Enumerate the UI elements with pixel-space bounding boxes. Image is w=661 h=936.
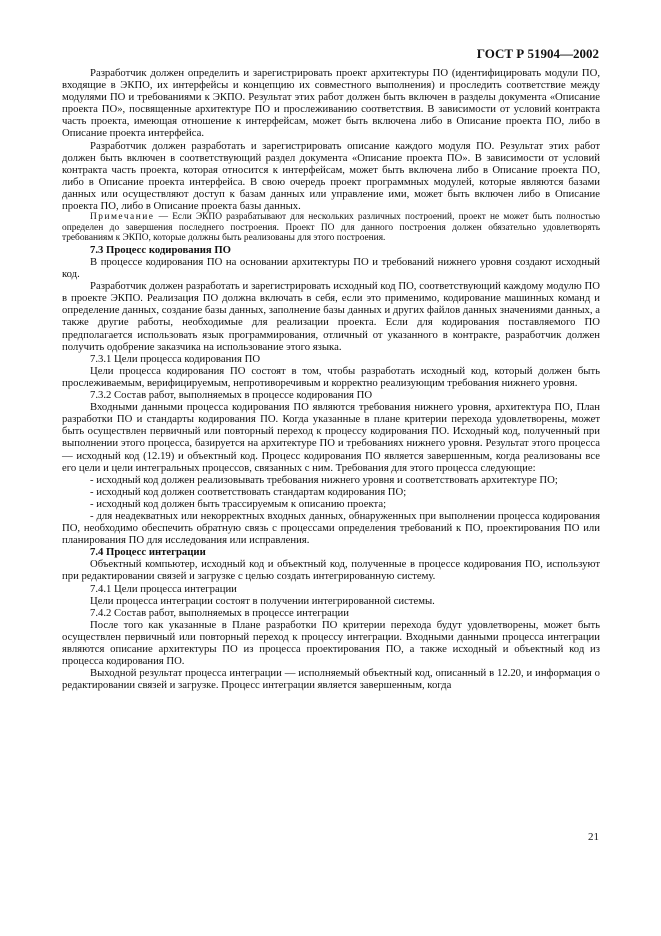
subsection-heading: 7.3.2 Состав работ, выполняемых в процессе кодирования ПО (90, 389, 373, 402)
list-item: - исходный код должен соответствовать стандартам кодирования ПО; (90, 485, 407, 498)
paragraph: Цели процесса кодирования ПО состоят в том, чтобы разработать исходный код, который должен быть прослеживаемым, верифицируемым, непротиворечивым и корректно реализующим требования нижнего уровня. (62, 364, 600, 389)
page-number: 21 (588, 831, 599, 843)
paragraph: Разработчик должен определить и зарегистрировать проект архитектуры ПО (идентифицировать модули ПО, входящие в ЭКПО, их интерфейсы и концепцию их совместного выполнения) и проследить соответствие между модулями ПО и требованиями к ЭКПО. Результат этих работ должен быть включен в разделы документа «Описание проекта ПО», посвященные архитектуре ПО и прослеживанию соответствия. В зависимости от условий контракта часть проекта, имеющая отношение к интерфейсам, может быть включена либо в Описание проекта ПО, либо в Описание проекта интерфейса. (62, 67, 600, 140)
list-item: - для неадекватных или некорректных входных данных, обнаруженных при выполнении процесса кодирования ПО, необходимо обеспечить обратную связь с процессами определения требований к ПО, проектирования ПО или планирования ПО для исследования или исправления. (62, 509, 600, 547)
note-lead: Примечание (90, 212, 155, 223)
paragraph: После того как указанные в Плане разработки ПО критерии перехода будут удовлетворены, может быть осуществлен первичный или повторный переход к процессу интеграции. Входными данными процесса интеграции являются описание архитектуры ПО из процесса проектирования ПО, а также исходный и объектный код из процесса кодирования ПО. (62, 618, 600, 668)
list-item: - исходный код должен реализовывать требования нижнего уровня и соответствовать архитектуре ПО; (90, 473, 558, 486)
subsection-heading: 7.4.2 Состав работ, выполняемых в процессе интеграции (90, 606, 349, 619)
body-text (62, 67, 600, 691)
paragraph: Входными данными процесса кодирования ПО являются требования нижнего уровня, архитектура ПО, План разработки ПО и стандарты кодирования ПО. Когда указанные в плане критерии перехода удовлетворены, может быть осуществлен первичный или повторный переход к процессу кодирования ПО. Исходный код, полученный при выполнении этого процесса, базируется на архитектуре ПО и требованиях нижнего уровня. Результат этого процесса — исходный код (12.19) и объектный код. Процесс кодирования ПО является завершенным, когда реализованы все его цели и цели интегральных процессов, связанных с ним. Требования для этого процесса следующие: (62, 401, 600, 474)
paragraph: Разработчик должен разработать и зарегистрировать описание каждого модуля ПО. Результат этих работ должен быть включен в соответствующий раздел документа «Описание проекта ПО». В зависимости от условий контракта часть проекта, которая относится к интерфейсам, может быть включена либо в Описание проекта ПО, либо в Описание проекта интерфейса. В свою очередь проект программных модулей, которые являются базами данных или осуществляют доступ к базам данных или управление ими, может быть включен либо в Описание проекта ПО, либо в Описание проекта базы данных. (62, 139, 600, 213)
paragraph: Разработчик должен разработать и зарегистрировать исходный код ПО, соответствующий каждому модулю ПО в проекте ЭКПО. Реализация ПО должна включать в себя, если это применимо, кодирование машинных команд и определение данных, создание базы данных, заполнение базы данных и других файлов данных значениями данных, а также другие работы, необходимые для реализации проекта. Если для кодирования поставляемого ПО предполагается использовать язык программирования, отличный от указанного в контракте, разработчик должен получить одобрение заказчика на использование этого языка. (62, 280, 600, 353)
subsection-heading: 7.4.1 Цели процесса интеграции (90, 582, 237, 595)
paragraph: В процессе кодирования ПО на основании архитектуры ПО и требований нижнего уровня создают исходный код. (62, 256, 600, 281)
subsection-heading: 7.3.1 Цели процесса кодирования ПО (90, 352, 261, 365)
note (62, 212, 600, 244)
paragraph: Объектный компьютер, исходный код и объектный код, полученные в процессе кодирования ПО, используют при редактировании связей и загрузке с целью создать интегрированную систему. (62, 558, 600, 583)
list-item: - исходный код должен быть трассируемым к описанию проекта; (90, 497, 387, 510)
paragraph: Выходной результат процесса интеграции — исполняемый объектный код, описанный в 12.20, и информация о редактировании связей и загрузке. Процесс интеграции является завершенным, когда (62, 667, 600, 692)
paragraph: Цели процесса интеграции состоят в получении интегрированной системы. (90, 594, 435, 607)
section-heading-7-4: 7.4 Процесс интеграции (90, 546, 206, 559)
note-text: — Если ЭКПО разрабатывают для нескольких различных построений, проект не может быть полностью определен до завершения последнего построения. Проект ПО для данного построения должен обязательно удовлетворять требованиям к ЭКПО, которые должны быть реализованы для этого построения. (62, 212, 600, 244)
page-header-standard-code: ГОСТ Р 51904—2002 (476, 46, 599, 61)
section-heading-7-3: 7.3 Процесс кодирования ПО (90, 243, 231, 256)
